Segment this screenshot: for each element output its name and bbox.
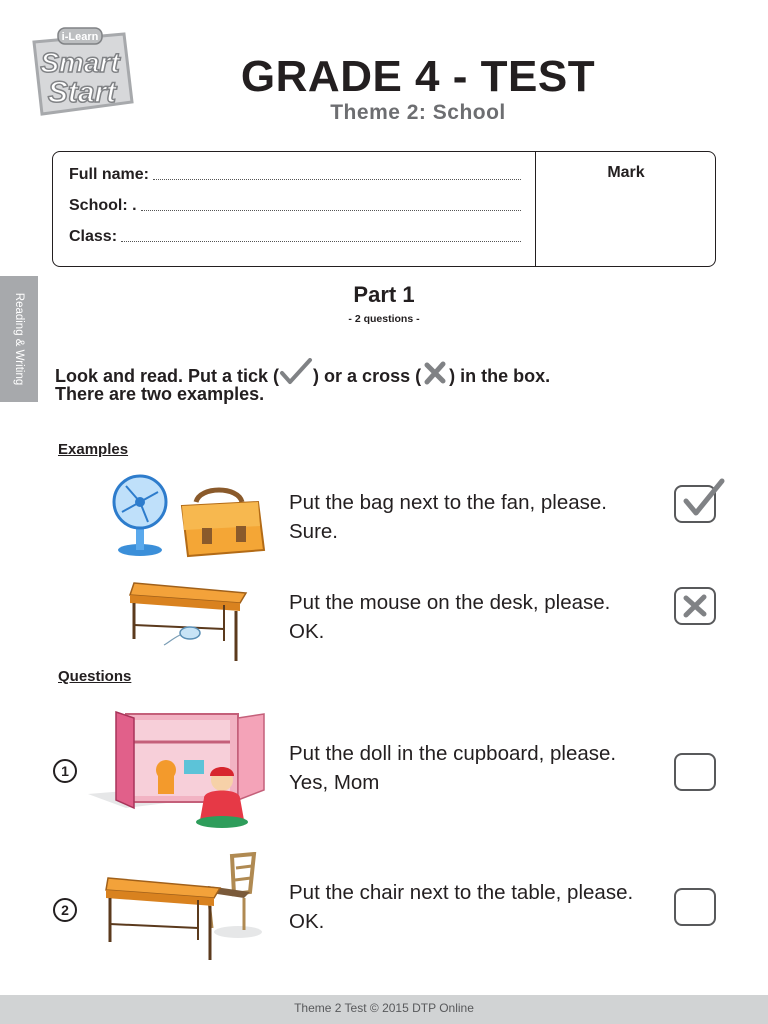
- question-1-sentence: Put the doll in the cupboard, please. Yes, Mom: [289, 742, 617, 794]
- question-2-sentence: Put the chair next to the table, please. OK.: [289, 881, 634, 933]
- question-1-number: 1: [53, 759, 77, 783]
- full-name-label: Full name:: [69, 166, 150, 183]
- side-tab-label: Reading & Writing: [13, 292, 25, 386]
- part-title: Part 1: [353, 282, 415, 307]
- tick-icon: [279, 358, 313, 386]
- cross-icon: [421, 360, 449, 388]
- student-info-box: [52, 151, 716, 267]
- class-field[interactable]: [69, 228, 521, 246]
- page-title: GRADE 4 - TEST: [240, 52, 596, 101]
- cross-icon: [682, 594, 708, 618]
- svg-text:i-Learn: i-Learn: [61, 31, 99, 43]
- page-footer: [0, 995, 768, 1024]
- questions-heading: Questions: [58, 668, 132, 685]
- example-1-sentence: Put the bag next to the fan, please. Sure.: [289, 491, 607, 543]
- table-and-chair-picture: [104, 852, 264, 964]
- instruction-line-1: Look and read. Put a tick ( ) or a cross ( ) in the box.: [55, 358, 550, 388]
- page-subtitle: Theme 2: School: [330, 101, 506, 124]
- full-name-field[interactable]: [69, 166, 521, 184]
- part-subtitle: - 2 questions -: [348, 313, 420, 325]
- mark-label: Mark: [607, 164, 645, 181]
- example-2-answer-box[interactable]: [674, 587, 716, 625]
- tick-icon: [682, 475, 726, 519]
- question-1-answer-box[interactable]: [674, 753, 716, 791]
- example-1-answer-box[interactable]: [674, 485, 716, 523]
- desk-and-mouse-picture: [128, 575, 250, 665]
- school-field[interactable]: [69, 197, 521, 215]
- question-2-number: 2: [53, 898, 77, 922]
- footer-text: Theme 2 Test © 2015 DTP Online: [294, 1001, 474, 1015]
- example-2-sentence: Put the mouse on the desk, please. OK.: [289, 591, 611, 643]
- instruction-line-2: There are two examples.: [55, 384, 265, 404]
- examples-heading: Examples: [58, 441, 129, 458]
- svg-text:Smart: Smart: [40, 47, 120, 78]
- fan-and-bag-picture: [108, 472, 268, 560]
- cupboard-and-doll-picture: [86, 708, 268, 832]
- svg-text:Start: Start: [47, 76, 117, 109]
- school-label: School: .: [69, 197, 137, 214]
- question-2-answer-box[interactable]: [674, 888, 716, 926]
- class-label: Class:: [69, 228, 118, 245]
